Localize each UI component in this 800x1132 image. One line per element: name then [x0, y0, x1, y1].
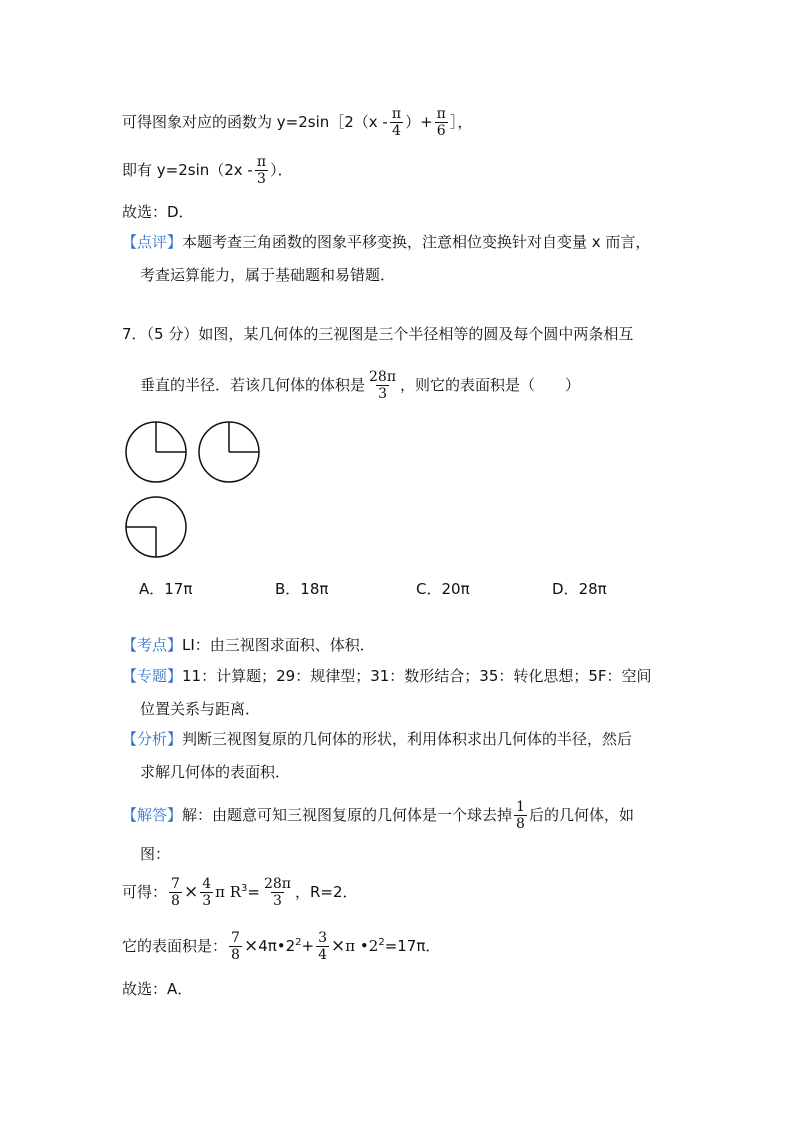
- choice-d[interactable]: [552, 578, 607, 599]
- fenxi-line-1: [122, 732, 632, 747]
- fraction-four-thirds: $\frac{4}{3}$: [202, 876, 212, 909]
- ke-de-suffix: ，R=2．: [295, 883, 358, 901]
- kaodian-text: LI：由三视图求面积、体积．: [182, 636, 375, 654]
- jieda-text-suffix: 后的几何体，如: [528, 806, 634, 824]
- fraction-volume: $\frac{28\pi}{3}$: [369, 369, 397, 402]
- prev-function-line: [122, 107, 472, 138]
- comment-tag: 【点评】: [122, 233, 183, 251]
- choice-b-value: 18π: [300, 580, 329, 598]
- surface-line: [122, 931, 440, 962]
- surface-result: =17π．: [384, 937, 441, 955]
- prev-function-suffix: ］，: [449, 113, 473, 131]
- zhuanti-tag: 【专题】: [122, 667, 183, 685]
- fraction-pi-over-3: $\frac{\pi}{3}$: [256, 154, 267, 187]
- three-view-front: [123, 419, 189, 485]
- jieda-text-prefix: 解：由题意可知三视图复原的几何体是一个球去掉: [182, 806, 513, 824]
- choice-b-label: B．: [275, 580, 301, 598]
- exponent-three: 3: [241, 883, 248, 894]
- choice-a-label: A．: [139, 580, 165, 598]
- comment-text-1: 本题考查三角函数的图象平移变换，注意相位变换针对自变量 x 而言，: [182, 233, 651, 251]
- ke-de-line: [122, 877, 358, 908]
- question-line-2-prefix: 垂直的半径．若该几何体的体积是: [140, 376, 366, 394]
- choice-c-value: 20π: [441, 580, 470, 598]
- fraction-volume-result: $\frac{28\pi}{3}$: [263, 876, 291, 909]
- ke-de-prefix: 可得：: [122, 883, 168, 901]
- three-view-side: [196, 419, 262, 485]
- question-line-2: [140, 370, 580, 401]
- prev-answer: 故选：D．: [122, 203, 194, 221]
- choice-d-label: D．: [552, 580, 579, 598]
- fraction-three-quarters: $\frac{3}{4}$: [318, 930, 328, 963]
- prev-function-mid: ）+: [405, 113, 433, 131]
- choice-c-label: C．: [416, 580, 442, 598]
- fraction-pi-over-4: $\frac{\pi}{4}$: [391, 106, 402, 139]
- fenxi-tag: 【分析】: [122, 730, 183, 748]
- fenxi-text-1: 判断三视图复原的几何体的形状，利用体积求出几何体的半径，然后: [182, 730, 633, 748]
- jieda-line-1: [122, 800, 634, 831]
- times-sign-2: ×: [243, 936, 259, 956]
- prev-result-suffix: ）．: [270, 161, 293, 179]
- choice-a-value: 17π: [164, 580, 193, 598]
- fraction-seven-eighths-2: $\frac{7}{8}$: [231, 930, 240, 963]
- zhuanti-line-2: 位置关系与距离．: [140, 700, 261, 718]
- exponent-two-1: 2: [295, 937, 302, 948]
- prev-comment-line-1: [122, 235, 650, 250]
- pi-r: π R: [215, 883, 242, 901]
- times-sign-3: ×: [331, 936, 346, 956]
- question-line-2-suffix: ，则它的表面积是（ ）: [400, 376, 581, 394]
- exponent-two-2: 2: [378, 937, 385, 948]
- surface-term-1: 4π•2: [258, 937, 296, 955]
- three-view-top: [123, 494, 189, 560]
- choice-a[interactable]: [139, 578, 192, 599]
- zhuanti-text-1: 11：计算题；29：规律型；31：数形结合；35：转化思想；5F：空间: [182, 667, 652, 685]
- question-line-1: 7．（5 分）如图，某几何体的三视图是三个半径相等的圆及每个圆中两条相互: [122, 325, 634, 343]
- jieda-line-2: 图：: [140, 845, 171, 863]
- surface-term-2: π •2: [345, 937, 379, 955]
- fenxi-line-2: 求解几何体的表面积．: [140, 763, 291, 781]
- surface-prefix: 它的表面积是：: [122, 937, 228, 955]
- plus-sign: +: [301, 937, 315, 955]
- choice-d-value: 28π: [578, 580, 607, 598]
- choice-c[interactable]: [416, 578, 470, 599]
- final-answer: 故选：A．: [122, 980, 193, 998]
- kaodian-line: [122, 638, 375, 653]
- fraction-pi-over-6: $\frac{\pi}{6}$: [436, 106, 446, 139]
- jieda-tag: 【解答】: [122, 806, 183, 824]
- prev-result-prefix: 即有 y=2sin（2x -: [122, 161, 253, 179]
- times-sign: ×: [183, 882, 199, 902]
- fraction-one-eighth: $\frac{1}{8}$: [516, 799, 525, 832]
- prev-function-prefix: 可得图象对应的函数为 y=2sin［2（x -: [122, 113, 388, 131]
- equals-sign: =: [247, 883, 260, 901]
- zhuanti-line-1: [122, 669, 652, 684]
- choice-b[interactable]: [275, 578, 328, 599]
- prev-comment-line-2: 考查运算能力，属于基础题和易错题．: [140, 266, 396, 284]
- kaodian-tag: 【考点】: [122, 636, 183, 654]
- fraction-seven-eighths: $\frac{7}{8}$: [171, 876, 180, 909]
- prev-result-line: [122, 155, 293, 186]
